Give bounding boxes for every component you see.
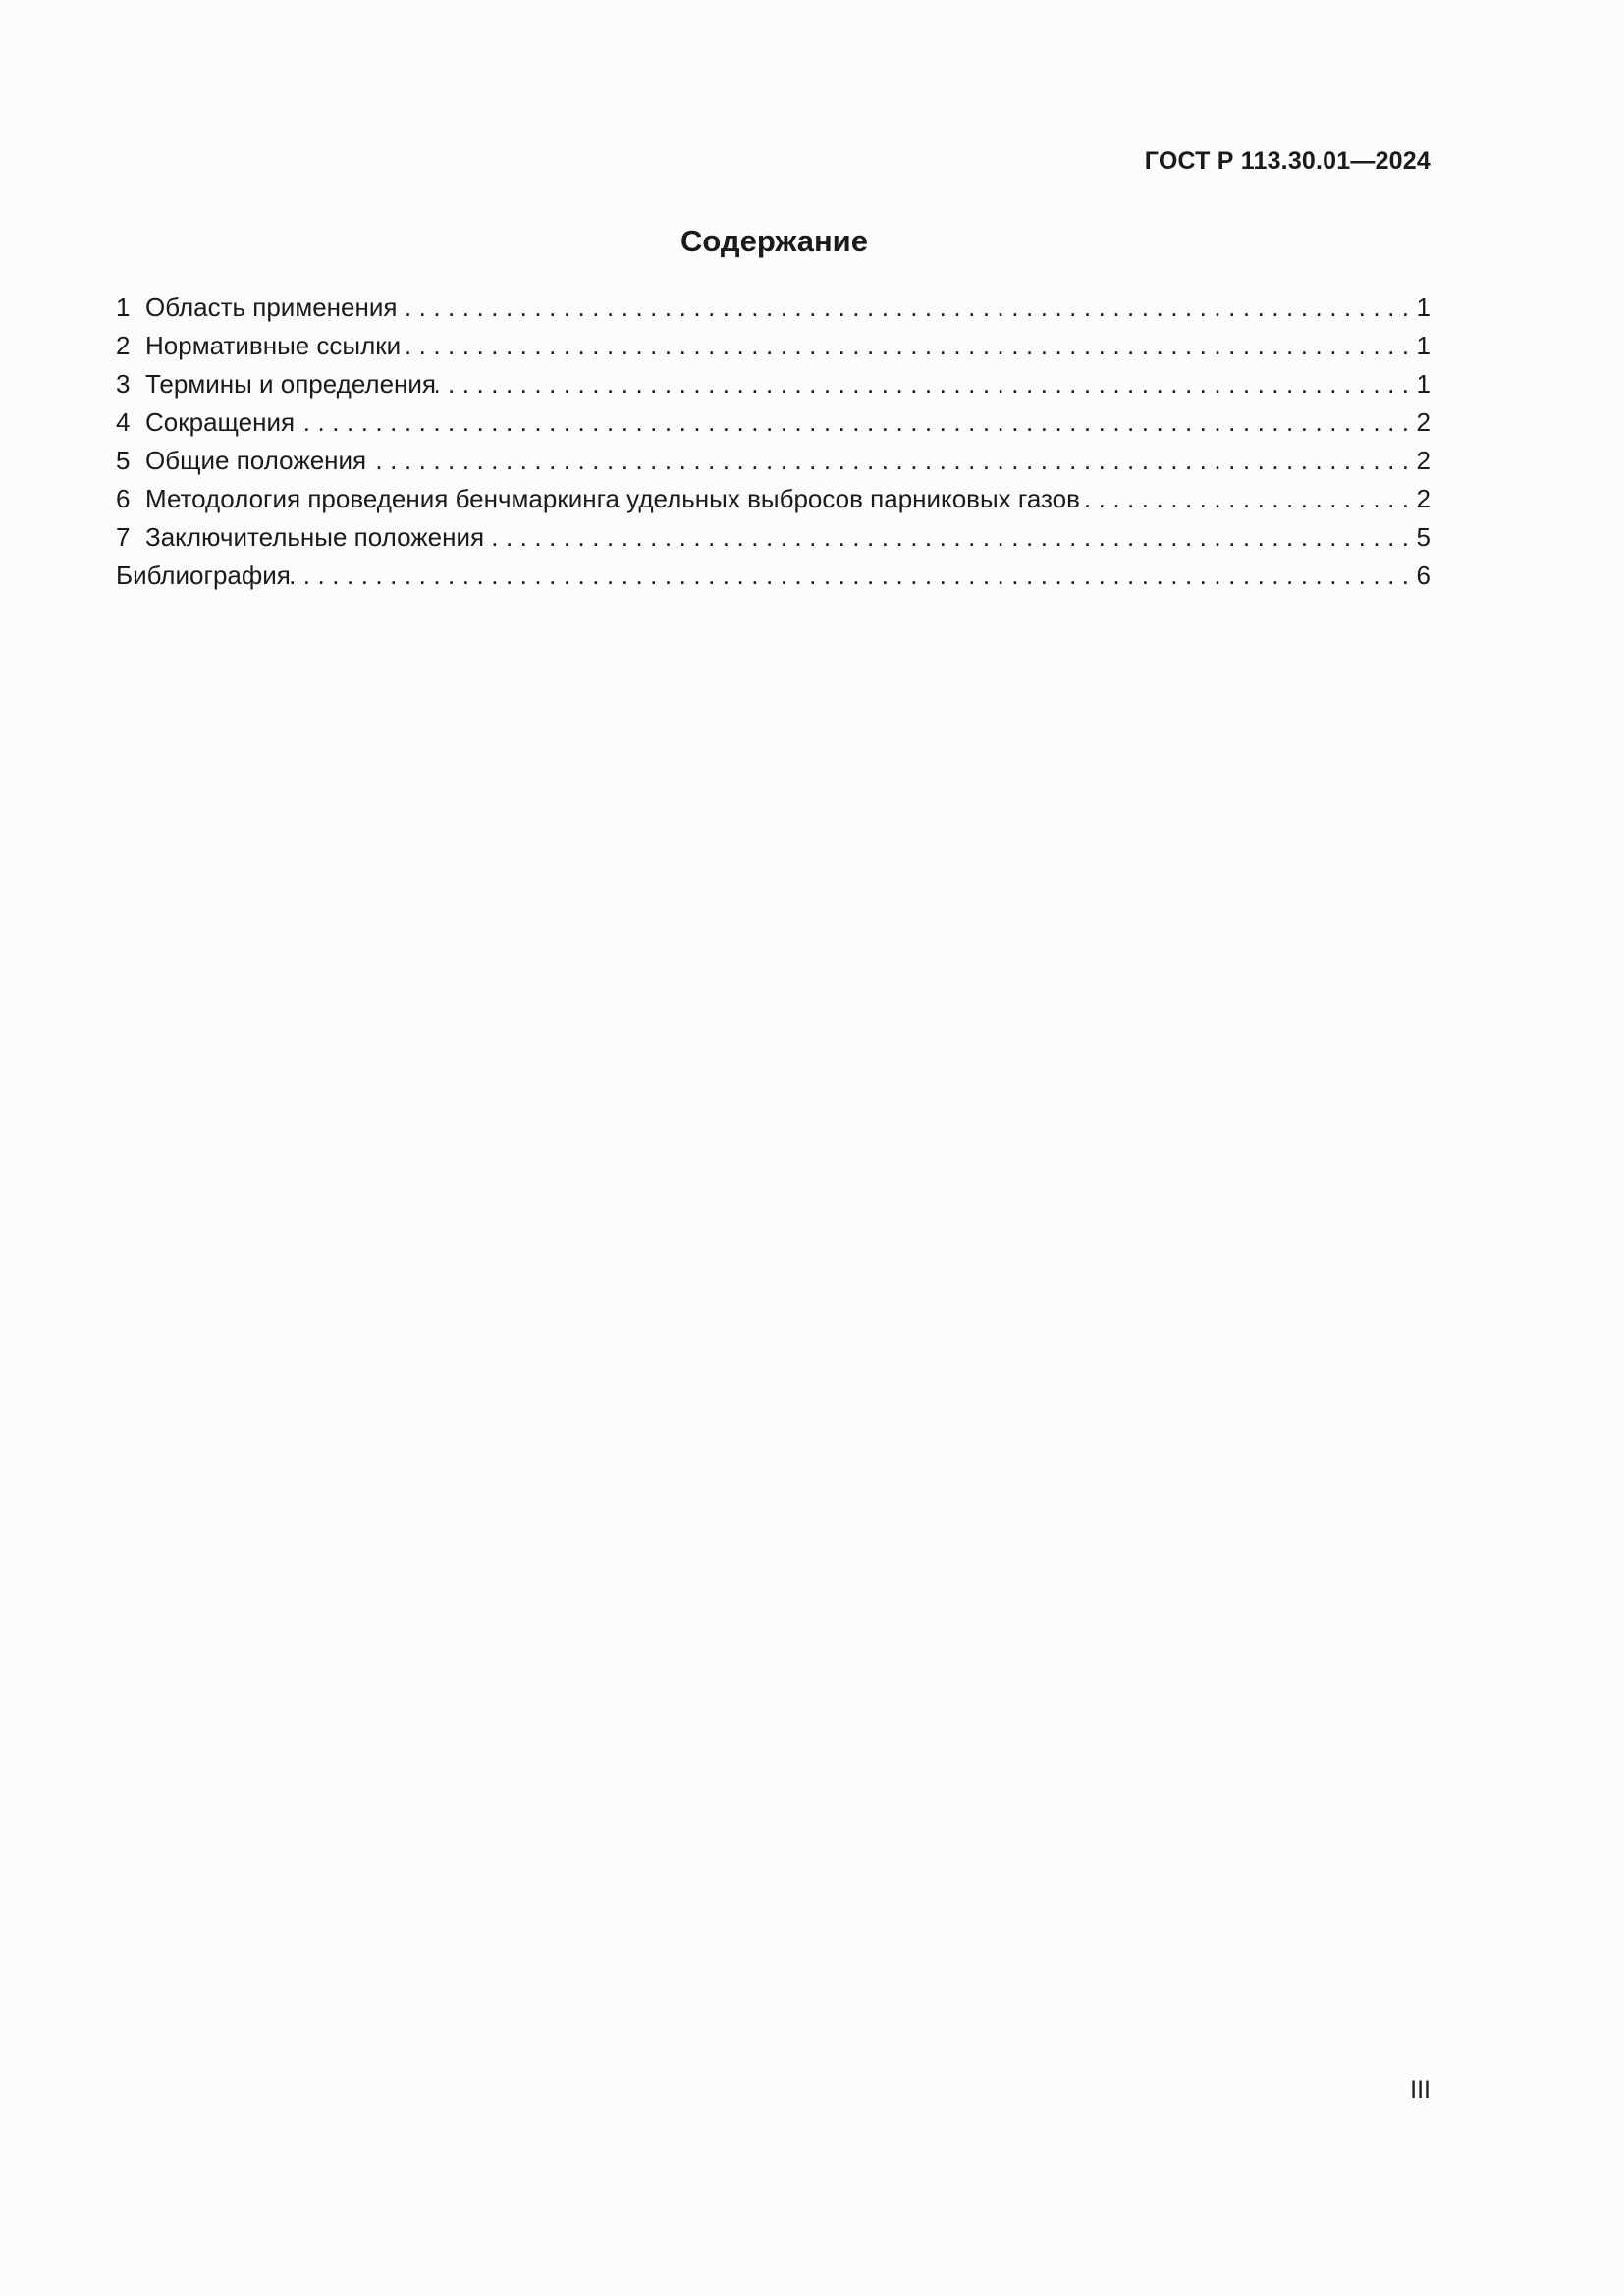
toc-item-page: 1 [1416,331,1431,360]
toc-item-number: 7 [116,522,131,552]
toc-item-label: Сокращения [145,407,296,437]
toc-dot-leader [1080,480,1417,518]
toc-item[interactable] [116,365,1431,403]
toc-item[interactable] [116,403,1431,442]
toc-item-label: Нормативные ссылки [145,331,402,360]
toc-item-number: 4 [116,407,131,437]
toc-item[interactable] [116,480,1431,518]
toc-item[interactable] [116,557,1431,595]
toc-item-page: 1 [1416,293,1431,322]
toc-item-label: Методология проведения бенчмаркинга удельных выбросов парниковых газов [145,484,1080,513]
toc-item-number: 1 [116,293,131,322]
page-number: III [1410,2076,1431,2104]
toc-dot-leader [397,289,1416,327]
toc-dot-leader [401,327,1416,365]
toc-dot-leader [291,557,1417,595]
toc-item-page: 5 [1416,522,1431,552]
toc-dot-leader [366,442,1416,480]
toc-dot-leader [484,518,1416,557]
toc-item-label: Общие положения [145,446,367,475]
toc-dot-leader [295,403,1416,442]
document-code: ГОСТ Р 113.30.01—2024 [1144,147,1431,175]
toc-item-label: Библиография [116,561,291,590]
table-of-contents [116,289,1431,595]
toc-item[interactable] [116,518,1431,557]
toc-item-page: 6 [1416,561,1431,590]
toc-item-label: Область применения [145,293,398,322]
toc-item[interactable] [116,289,1431,327]
toc-item-number: 5 [116,446,131,475]
toc-item-page: 2 [1416,484,1431,513]
toc-item-page: 2 [1416,446,1431,475]
toc-item-page: 2 [1416,407,1431,437]
toc-title: Содержание [680,224,868,258]
toc-item-number: 6 [116,484,131,513]
toc-dot-leader [436,365,1417,403]
toc-item-number: 2 [116,331,131,360]
toc-item[interactable] [116,327,1431,365]
toc-item-page: 1 [1416,369,1431,399]
toc-item[interactable] [116,442,1431,480]
toc-item-number: 3 [116,369,131,399]
toc-item-label: Заключительные положения [145,522,485,552]
toc-item-label: Термины и определения [145,369,437,399]
